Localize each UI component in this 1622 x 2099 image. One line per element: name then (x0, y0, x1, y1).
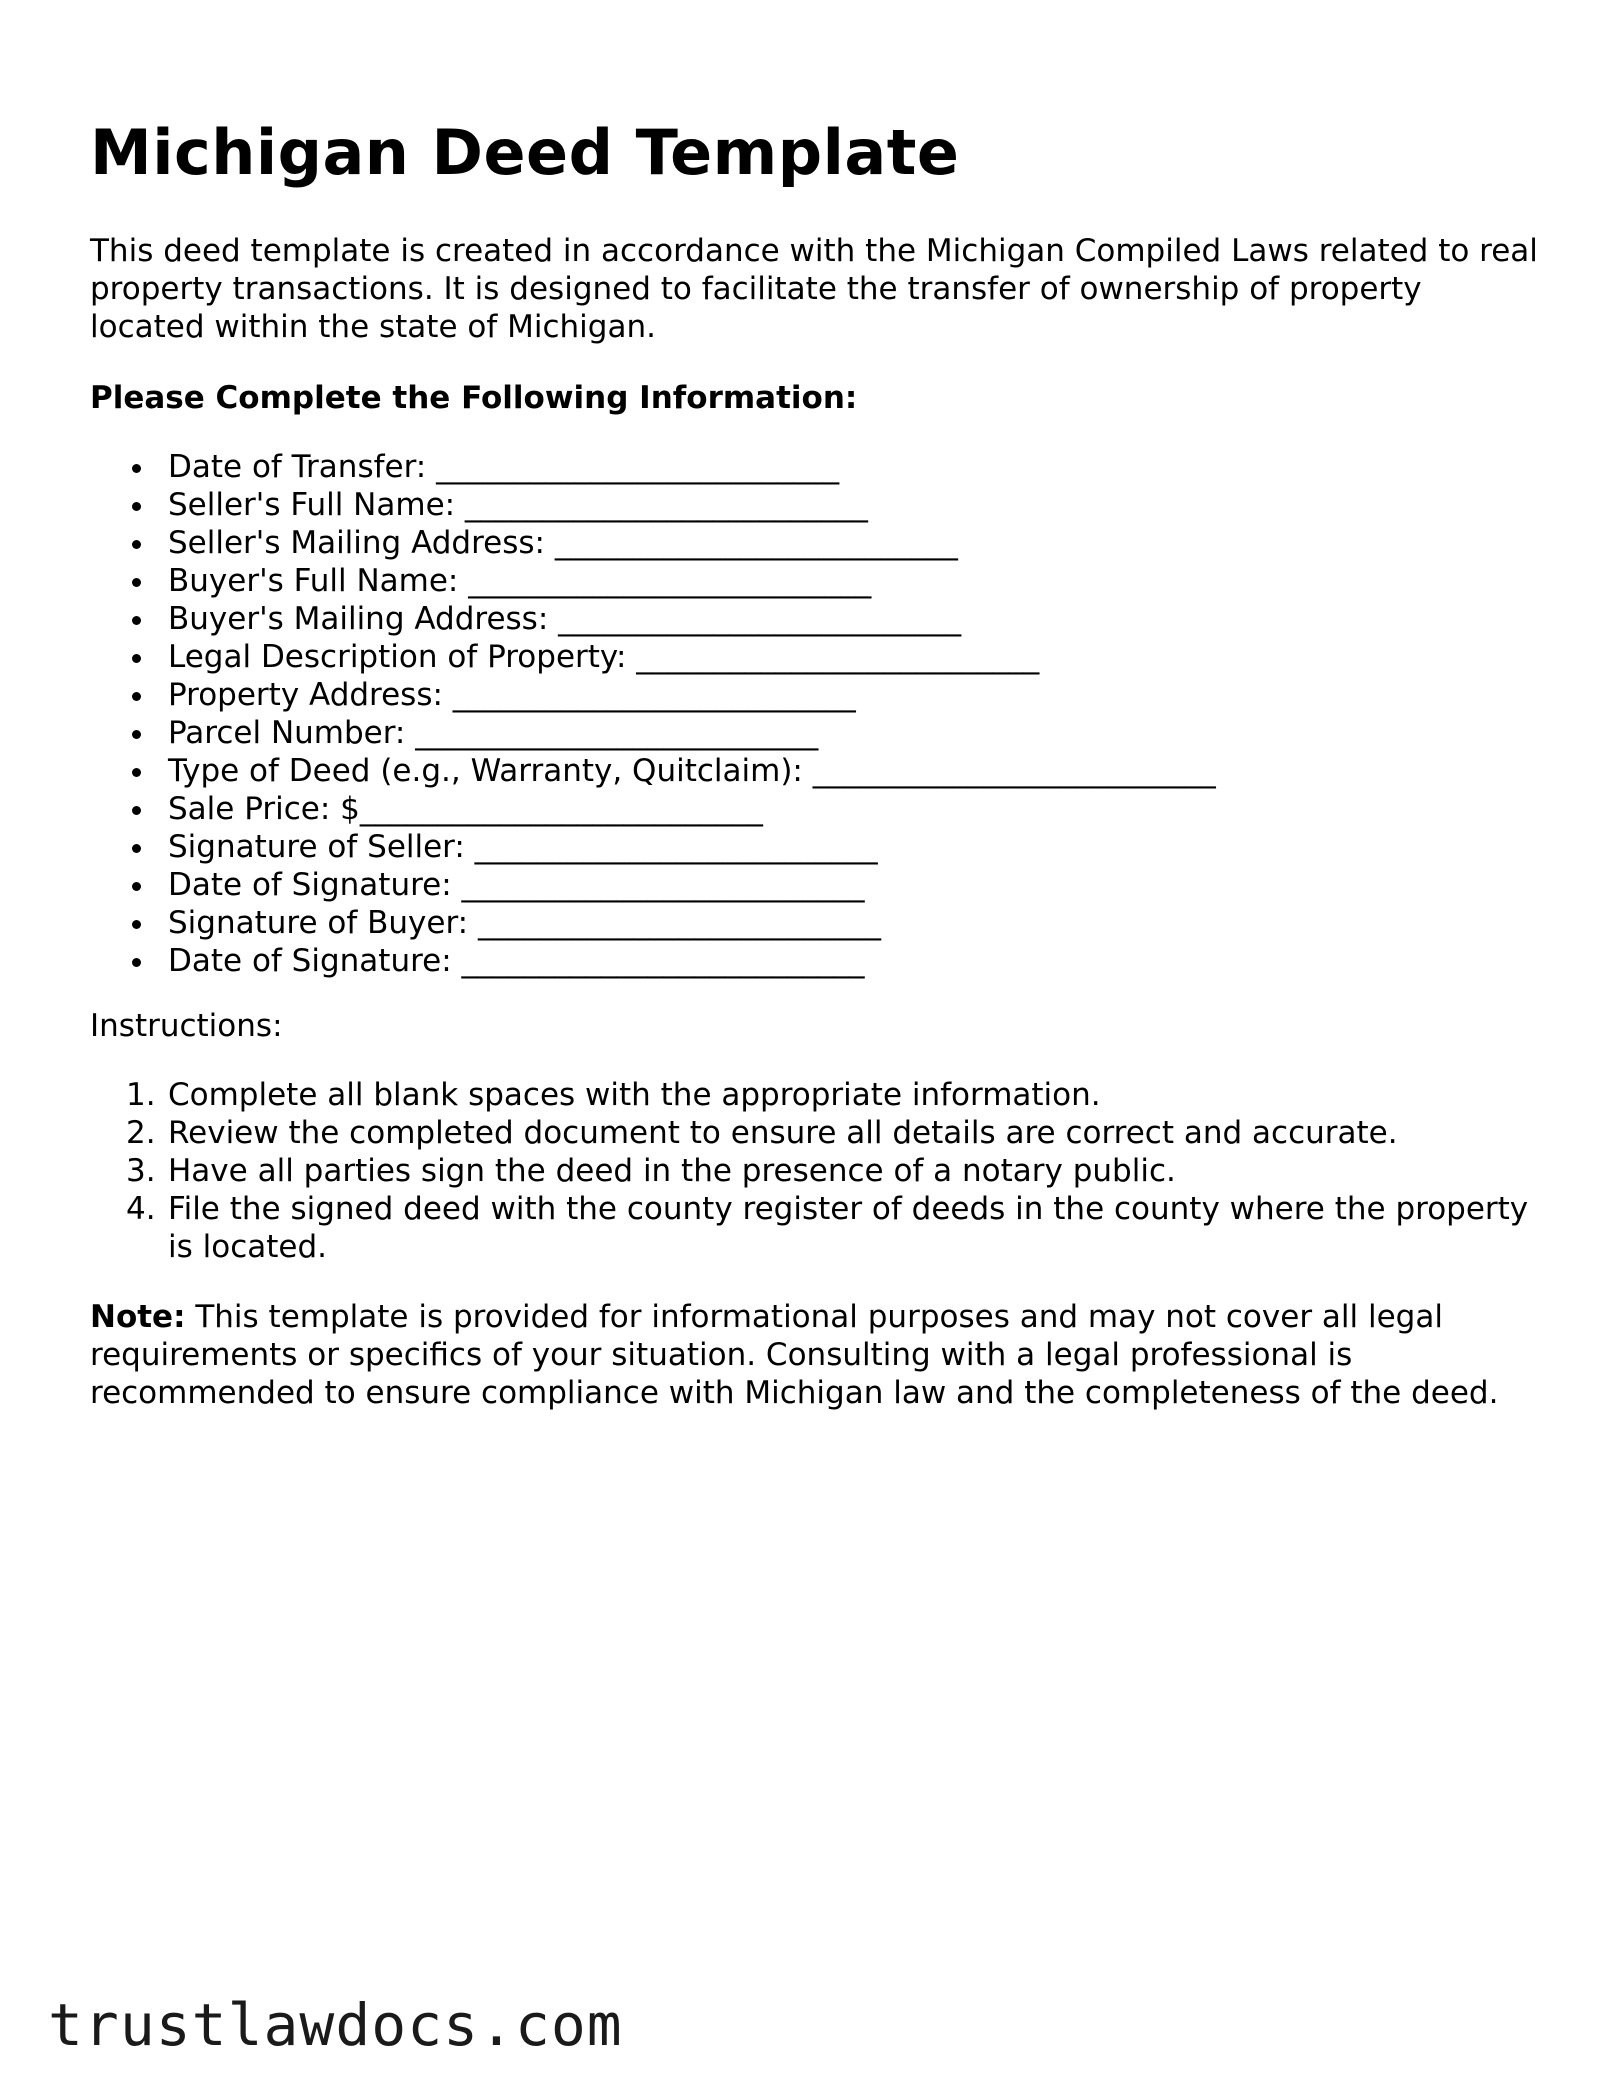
bullet-icon (132, 692, 141, 701)
step-text: Review the completed document to ensure all details are correct and accurate. (168, 1115, 1398, 1151)
step-number: 2. (126, 1115, 156, 1151)
bullet-icon (132, 540, 141, 549)
bullet-icon (132, 844, 141, 853)
field-item (168, 790, 1216, 828)
bullet-icon (132, 806, 141, 815)
field-text: Seller's Full Name: __________________________ (168, 487, 868, 523)
intro-paragraph: This deed template is created in accordance with the Michigan Compiled Laws related to real property transactions. It is designed to facilitate the transfer of ownership of property located within the state of Michigan. (90, 233, 1538, 345)
field-text: Legal Description of Property: __________________________ (168, 639, 1040, 675)
field-item (168, 942, 1216, 980)
field-item (168, 562, 1216, 600)
field-item (168, 524, 1216, 562)
bullet-icon (132, 616, 141, 625)
bullet-icon (132, 768, 141, 777)
step-text: Have all parties sign the deed in the presence of a notary public. (168, 1153, 1176, 1189)
note-text: This template is provided for informational purposes and may not cover all legal requirements or specifics of your situation. Consulting with a legal professional is recommended to ensure compliance with Michigan law and the completeness of the deed. (90, 1299, 1499, 1411)
bullet-icon (132, 502, 141, 511)
bullet-icon (132, 730, 141, 739)
field-text: Signature of Seller: __________________________ (168, 829, 878, 865)
bullet-icon (132, 958, 141, 967)
field-text: Type of Deed (e.g., Warranty, Quitclaim): __________________________ (168, 753, 1216, 789)
field-item (168, 714, 1216, 752)
note-label: Note: (90, 1299, 186, 1335)
field-item (168, 866, 1216, 904)
instruction-step (126, 1152, 1540, 1190)
instructions-label: Instructions: (90, 1008, 283, 1044)
field-text: Date of Signature: __________________________ (168, 943, 865, 979)
field-text: Date of Signature: __________________________ (168, 867, 865, 903)
step-number: 3. (126, 1153, 156, 1189)
field-item (168, 904, 1216, 942)
instructions-list (90, 1076, 1540, 1266)
instruction-step (126, 1114, 1540, 1152)
field-item (168, 676, 1216, 714)
step-text: Complete all blank spaces with the appropriate information. (168, 1077, 1101, 1113)
bullet-icon (132, 578, 141, 587)
field-item (168, 638, 1216, 676)
field-item (168, 828, 1216, 866)
note-paragraph (90, 1298, 1550, 1412)
field-text: Buyer's Full Name: __________________________ (168, 563, 872, 599)
bullet-icon (132, 464, 141, 473)
field-item (168, 486, 1216, 524)
bullet-icon (132, 920, 141, 929)
field-text: Date of Transfer: __________________________ (168, 449, 840, 485)
section-heading: Please Complete the Following Information: (90, 380, 858, 416)
site-watermark: trustlawdocs.com (48, 1991, 623, 2059)
step-text: File the signed deed with the county register of deeds in the county where the property is located. (168, 1191, 1529, 1265)
instruction-step (126, 1190, 1540, 1266)
field-item (168, 600, 1216, 638)
step-number: 1. (126, 1077, 156, 1113)
field-text: Seller's Mailing Address: __________________________ (168, 525, 958, 561)
step-number: 4. (126, 1191, 156, 1227)
field-text: Parcel Number: __________________________ (168, 715, 819, 751)
field-text: Buyer's Mailing Address: __________________________ (168, 601, 962, 637)
field-text: Property Address: __________________________ (168, 677, 856, 713)
field-text: Signature of Buyer: __________________________ (168, 905, 881, 941)
fields-list (90, 448, 1216, 980)
page-title: Michigan Deed Template (90, 116, 960, 189)
field-text: Sale Price: $__________________________ (168, 791, 763, 827)
field-item (168, 752, 1216, 790)
instruction-step (126, 1076, 1540, 1114)
bullet-icon (132, 654, 141, 663)
bullet-icon (132, 882, 141, 891)
field-item (168, 448, 1216, 486)
